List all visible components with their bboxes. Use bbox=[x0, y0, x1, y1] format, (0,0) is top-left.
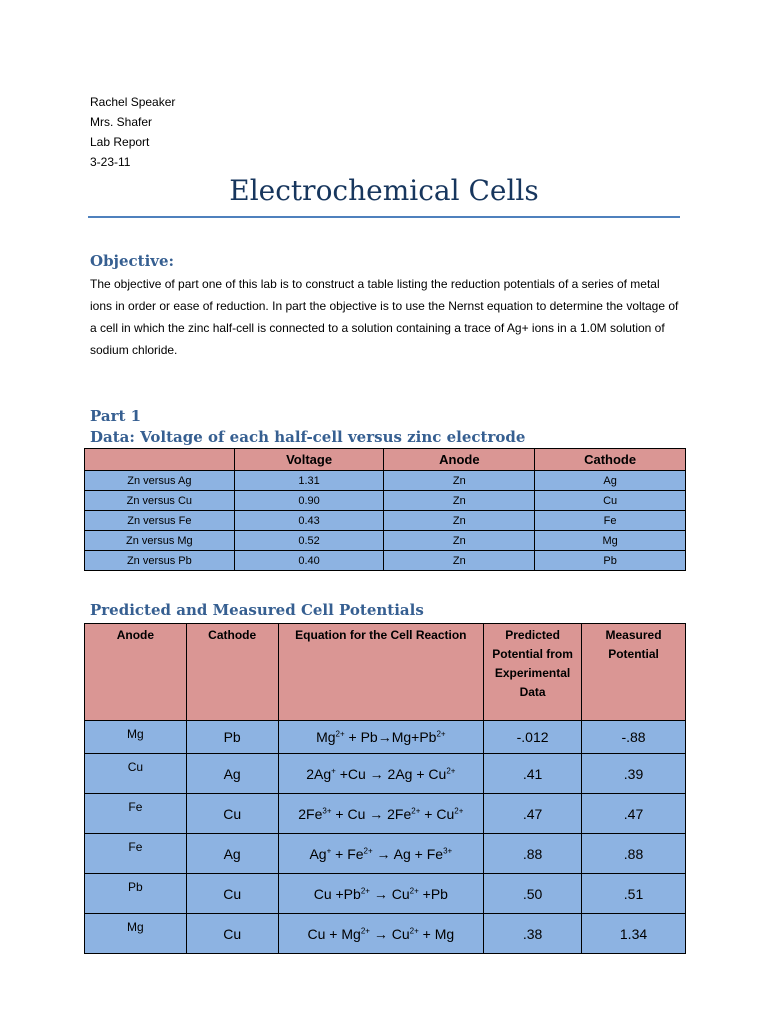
equation-text: + Mg bbox=[418, 925, 455, 942]
equation-charge: + bbox=[326, 845, 332, 855]
table-cell: Zn versus Fe bbox=[85, 511, 235, 531]
equation-charge: 2+ bbox=[411, 805, 421, 815]
column-header bbox=[85, 449, 235, 471]
anode-cell: Pb bbox=[85, 874, 187, 914]
table-row bbox=[85, 794, 686, 834]
title-divider bbox=[88, 216, 680, 218]
column-header: Anode bbox=[384, 449, 535, 471]
table-cell: 0.40 bbox=[234, 551, 384, 571]
equation-cell bbox=[278, 754, 484, 794]
voltage-table bbox=[84, 448, 686, 571]
cathode-cell: Pb bbox=[186, 721, 278, 754]
equation-text: +Pb bbox=[418, 885, 448, 902]
table-cell: Zn versus Ag bbox=[85, 471, 235, 491]
author-name: Rachel Speaker bbox=[90, 95, 176, 109]
predicted-cell: .88 bbox=[484, 834, 582, 874]
document-title: Electrochemical Cells bbox=[229, 174, 539, 207]
table-cell: Ag bbox=[535, 471, 686, 491]
part2-heading: Predicted and Measured Cell Potentials bbox=[90, 601, 424, 619]
table-cell: Zn bbox=[384, 511, 535, 531]
cathode-cell: Cu bbox=[186, 914, 278, 954]
table-cell: 1.31 bbox=[234, 471, 384, 491]
equation-text: + Cu bbox=[420, 805, 455, 822]
measured-cell: .47 bbox=[582, 794, 686, 834]
equation-text: Cu +Pb bbox=[313, 885, 361, 902]
equation-charge: 2+ bbox=[363, 845, 373, 855]
table-cell: Cu bbox=[535, 491, 686, 511]
equation-cell bbox=[278, 914, 484, 954]
equation-charge: 2+ bbox=[409, 885, 419, 895]
column-header: Predicted Potential from Experimental Data bbox=[484, 624, 582, 721]
table-cell: Zn versus Pb bbox=[85, 551, 235, 571]
table-row bbox=[85, 914, 686, 954]
objective-heading: Objective: bbox=[90, 252, 175, 270]
equation-text: Mg bbox=[316, 729, 336, 745]
column-header: Cathode bbox=[535, 449, 686, 471]
table-row bbox=[85, 511, 686, 531]
predicted-cell: .47 bbox=[484, 794, 582, 834]
predicted-cell: .38 bbox=[484, 914, 582, 954]
report-type: Lab Report bbox=[90, 135, 150, 149]
equation-cell bbox=[278, 834, 484, 874]
table-row bbox=[85, 874, 686, 914]
table-cell: Zn bbox=[384, 551, 535, 571]
equation-text: Ag bbox=[309, 845, 327, 862]
table-cell: Zn bbox=[384, 491, 535, 511]
table-cell: 0.90 bbox=[234, 491, 384, 511]
table-cell: 0.52 bbox=[234, 531, 384, 551]
table-cell: Fe bbox=[535, 511, 686, 531]
part1-heading: Part 1 bbox=[90, 407, 142, 425]
measured-cell: .39 bbox=[582, 754, 686, 794]
equation-charge: 2+ bbox=[335, 729, 345, 739]
equation-text: + Cu → 2Fe bbox=[331, 805, 412, 822]
equation-text: 2Fe bbox=[298, 805, 323, 822]
anode-cell: Cu bbox=[85, 754, 187, 794]
table-row bbox=[85, 471, 686, 491]
table-row bbox=[85, 834, 686, 874]
measured-cell: .51 bbox=[582, 874, 686, 914]
report-date: 3-23-11 bbox=[90, 155, 131, 169]
table-cell: Zn versus Mg bbox=[85, 531, 235, 551]
table-cell: 0.43 bbox=[234, 511, 384, 531]
measured-cell: .88 bbox=[582, 834, 686, 874]
equation-charge: 3+ bbox=[443, 845, 453, 855]
column-header: Cathode bbox=[186, 624, 278, 721]
column-header: Anode bbox=[85, 624, 187, 721]
cathode-cell: Cu bbox=[186, 874, 278, 914]
equation-text: → Ag + Fe bbox=[372, 845, 444, 862]
anode-cell: Mg bbox=[85, 914, 187, 954]
predicted-cell: -.012 bbox=[484, 721, 582, 754]
table-header-row bbox=[85, 624, 686, 721]
table-row bbox=[85, 754, 686, 794]
equation-text: +Cu → 2Ag + Cu bbox=[335, 765, 447, 782]
equation-cell bbox=[278, 721, 484, 754]
equation-text: + Fe bbox=[331, 845, 364, 862]
equation-charge: 3+ bbox=[322, 805, 332, 815]
equation-cell bbox=[278, 874, 484, 914]
table-row bbox=[85, 491, 686, 511]
predicted-cell: .41 bbox=[484, 754, 582, 794]
equation-text: Cu + Mg bbox=[307, 925, 361, 942]
equation-text: → Cu bbox=[369, 885, 410, 902]
measured-cell: -.88 bbox=[582, 721, 686, 754]
measured-cell: 1.34 bbox=[582, 914, 686, 954]
predicted-cell: .50 bbox=[484, 874, 582, 914]
table-row bbox=[85, 531, 686, 551]
column-header: Equation for the Cell Reaction bbox=[278, 624, 484, 721]
column-header: Voltage bbox=[234, 449, 384, 471]
cathode-cell: Ag bbox=[186, 834, 278, 874]
equation-cell bbox=[278, 794, 484, 834]
anode-cell: Fe bbox=[85, 834, 187, 874]
objective-text: The objective of part one of this lab is to construct a table listing the reduction potentials of a series of metal ions in order or ease of reduction. In part the objective is to use the Nernst equation to determine the voltage of a cell in which the zinc half-cell is connected to a solution containing a trace of Ag+ ions in a 1.0M solution of sodium chloride. bbox=[90, 277, 679, 357]
table-cell: Zn bbox=[384, 531, 535, 551]
anode-cell: Mg bbox=[85, 721, 187, 754]
table-cell: Zn bbox=[384, 471, 535, 491]
equation-charge: 2+ bbox=[454, 805, 464, 815]
equation-text: + Pb→Mg+Pb bbox=[344, 729, 437, 745]
column-header: Measured Potential bbox=[582, 624, 686, 721]
equation-text: 2Ag bbox=[306, 765, 332, 782]
equation-charge: 2+ bbox=[446, 765, 456, 775]
cathode-cell: Cu bbox=[186, 794, 278, 834]
potentials-table bbox=[84, 623, 686, 954]
table-row bbox=[85, 551, 686, 571]
report-header bbox=[90, 92, 175, 172]
table-row bbox=[85, 721, 686, 754]
equation-charge: 2+ bbox=[409, 925, 419, 935]
table-cell: Mg bbox=[535, 531, 686, 551]
cathode-cell: Ag bbox=[186, 754, 278, 794]
equation-text: → Cu bbox=[369, 925, 410, 942]
equation-charge: 2+ bbox=[436, 729, 446, 739]
table-header-row bbox=[85, 449, 686, 471]
equation-charge: 2+ bbox=[360, 925, 370, 935]
equation-charge: 2+ bbox=[360, 885, 370, 895]
table-cell: Pb bbox=[535, 551, 686, 571]
table-cell: Zn versus Cu bbox=[85, 491, 235, 511]
anode-cell: Fe bbox=[85, 794, 187, 834]
part1-subheading: Data: Voltage of each half-cell versus zinc electrode bbox=[90, 428, 526, 446]
teacher-name: Mrs. Shafer bbox=[90, 115, 153, 129]
equation-charge: + bbox=[331, 765, 336, 775]
